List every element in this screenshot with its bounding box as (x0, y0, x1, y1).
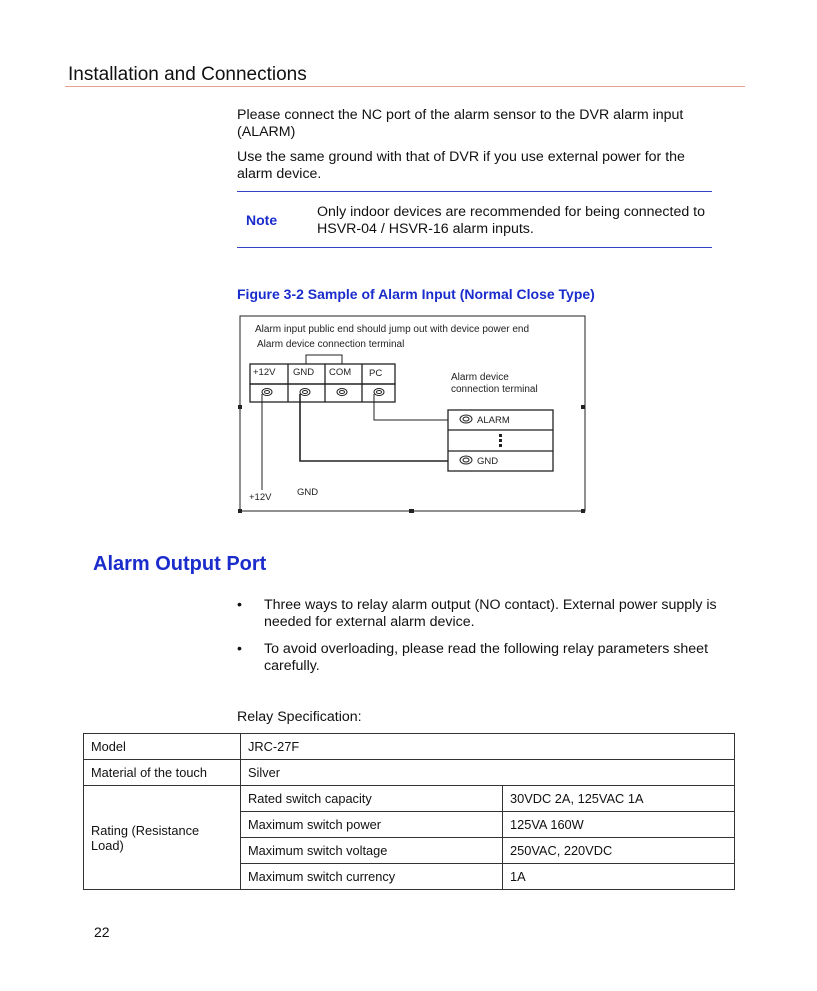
table-cell: Model (84, 734, 241, 760)
table-row (84, 760, 735, 786)
wire-pc-alarm (374, 394, 448, 420)
note-label: Note (246, 212, 278, 228)
screw-icon (262, 389, 384, 396)
figure-caption: Figure 3-2 Sample of Alarm Input (Normal Close Type) (237, 286, 595, 302)
bullet-icon: • (237, 597, 242, 613)
bullet-text: To avoid overloading, please read the following relay parameters sheet carefully. (264, 641, 709, 674)
frame-handle-bl (238, 509, 242, 513)
relay-spec-table (83, 733, 735, 890)
note-text: Only indoor devices are recommended for being connected to HSVR-04 / HSVR-16 alarm inputs. (317, 204, 706, 237)
diagram-line-1: Alarm input public end should jump out with device power end (255, 324, 530, 335)
terminal-gnd-label: GND (293, 367, 315, 378)
table-cell: Rating (Resistance Load) (84, 786, 241, 890)
frame-handle-left (238, 405, 242, 409)
section-title: Alarm Output Port (93, 553, 267, 575)
table-row (84, 786, 735, 812)
terminal-pc-label: PC (369, 368, 383, 379)
table-cell: 1A (503, 864, 735, 890)
frame-handle-br (581, 509, 585, 513)
table-cell: Maximum switch power (241, 812, 503, 838)
diagram-line-2: Alarm device connection terminal (257, 339, 405, 350)
frame-handle-right (581, 405, 585, 409)
bottom-12v-label: +12V (249, 492, 272, 503)
terminal-com-label: COM (329, 367, 352, 378)
jumper-wire (306, 355, 342, 364)
header-divider (65, 86, 745, 87)
ellipsis-icon (499, 434, 502, 447)
device-label-1: Alarm device (451, 372, 509, 383)
bullet-item (237, 641, 727, 675)
page-header-title: Installation and Connections (68, 64, 307, 85)
table-cell: Rated switch capacity (241, 786, 503, 812)
intro-paragraph-2: Use the same ground with that of DVR if you use external power for the alarm device. (237, 149, 685, 182)
table-cell: Maximum switch currency (241, 864, 503, 890)
table-cell: Maximum switch voltage (241, 838, 503, 864)
page-number: 22 (94, 924, 110, 940)
terminal-12v-label: +12V (253, 367, 276, 378)
table-cell: JRC-27F (241, 734, 735, 760)
device-label-2: connection terminal (451, 384, 538, 395)
device-screw-icon (460, 415, 472, 464)
gnd-terminal-label: GND (477, 456, 499, 467)
note-box (237, 191, 712, 248)
table-cell: Silver (241, 760, 735, 786)
alarm-terminal-label: ALARM (477, 415, 510, 426)
alarm-input-diagram (236, 312, 588, 516)
table-cell: 125VA 160W (503, 812, 735, 838)
table-cell: 250VAC, 220VDC (503, 838, 735, 864)
table-row (84, 734, 735, 760)
table-cell: 30VDC 2A, 125VAC 1A (503, 786, 735, 812)
table-cell: Material of the touch (84, 760, 241, 786)
bullet-icon: • (237, 641, 242, 657)
bullet-item (237, 597, 727, 631)
frame-handle-bottom (409, 509, 414, 513)
relay-spec-heading: Relay Specification: (237, 709, 362, 725)
bottom-gnd-label: GND (297, 487, 319, 498)
intro-paragraph-1: Please connect the NC port of the alarm sensor to the DVR alarm input (ALARM) (237, 107, 684, 140)
bullet-text: Three ways to relay alarm output (NO contact). External power supply is needed for external alarm device. (264, 597, 717, 630)
